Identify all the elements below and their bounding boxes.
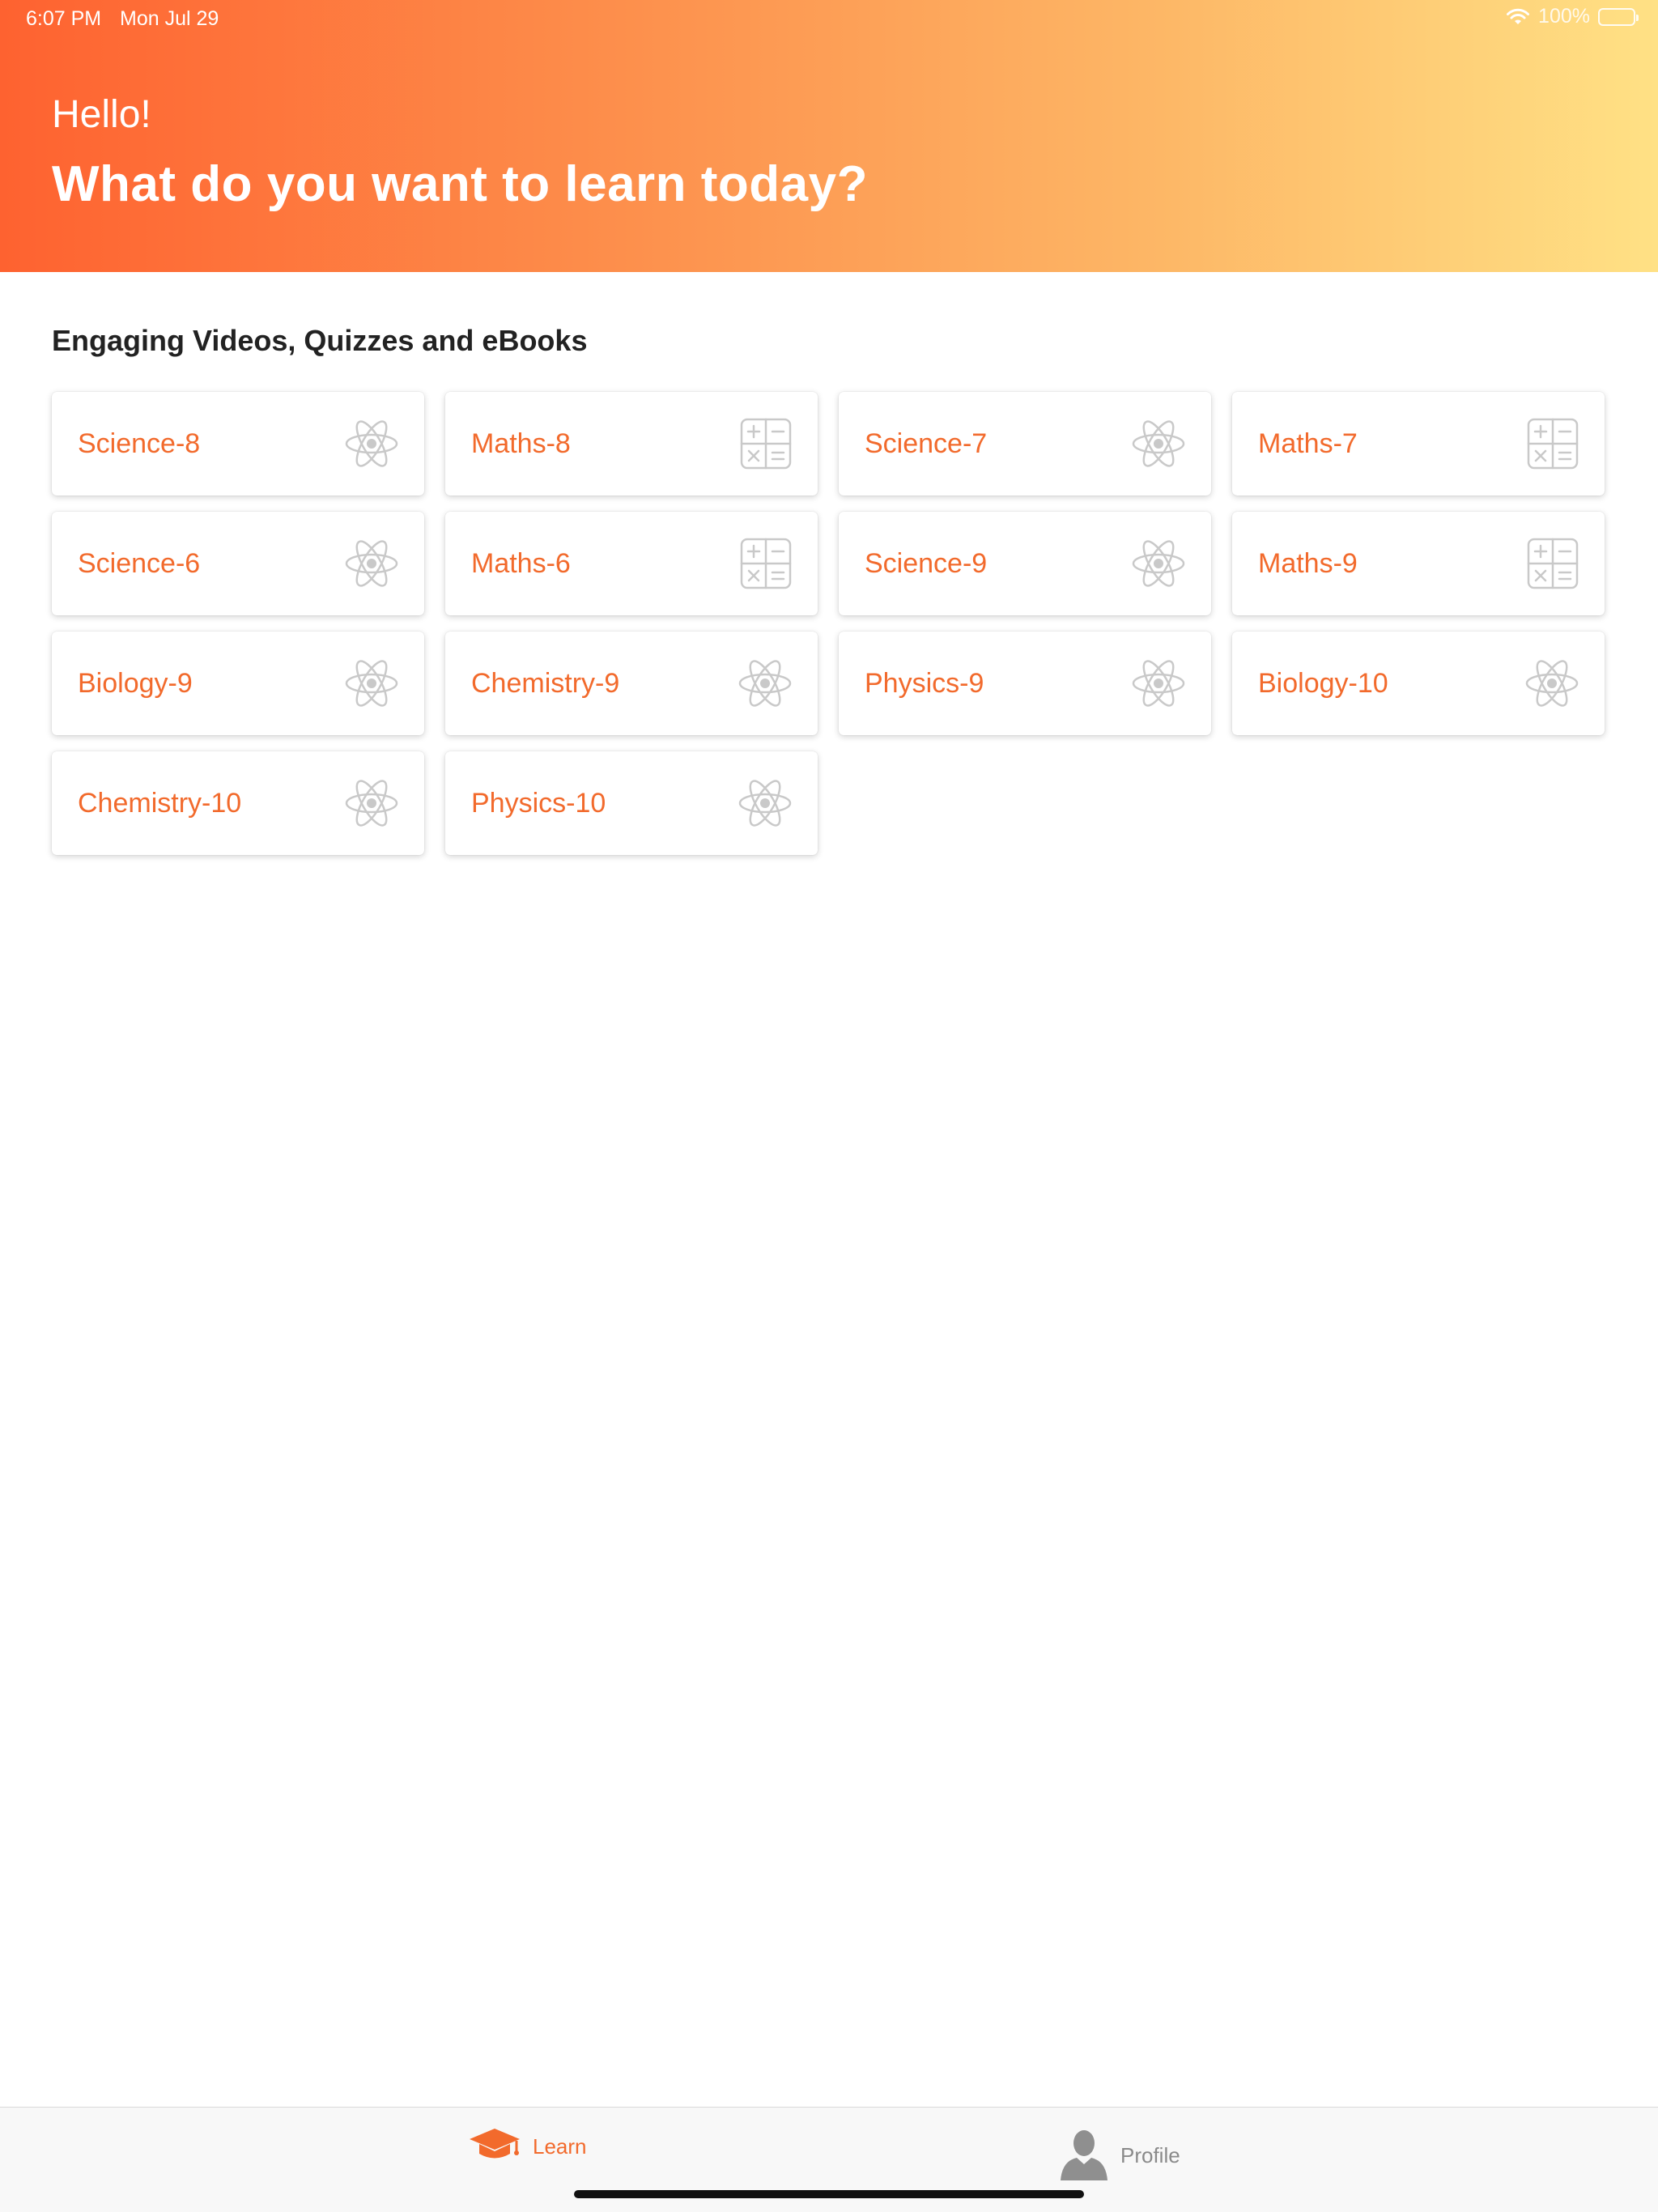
battery-icon	[1598, 8, 1635, 26]
subject-card[interactable]	[445, 632, 818, 735]
wifi-icon	[1506, 8, 1530, 26]
subject-card-label: Science-8	[78, 428, 201, 459]
subject-card[interactable]	[445, 512, 818, 615]
subject-card[interactable]	[52, 512, 424, 615]
subject-card-label: Chemistry-9	[471, 667, 620, 699]
subject-card[interactable]	[839, 632, 1211, 735]
header-banner	[0, 0, 1658, 272]
tab-learn[interactable]	[468, 2127, 587, 2167]
atom-icon	[1132, 655, 1185, 712]
atom-icon	[345, 415, 398, 472]
atom-icon	[1132, 415, 1185, 472]
calculator-icon	[1527, 538, 1579, 589]
atom-icon	[738, 655, 792, 712]
status-date: Mon Jul 29	[120, 7, 219, 30]
subject-card[interactable]	[839, 392, 1211, 496]
status-time: 6:07 PM	[26, 7, 102, 30]
subject-card[interactable]	[52, 632, 424, 735]
subject-card[interactable]	[52, 392, 424, 496]
section-title: Engaging Videos, Quizzes and eBooks	[52, 324, 588, 357]
battery-percentage: 100%	[1538, 5, 1590, 28]
subject-card-label: Science-9	[865, 547, 988, 579]
tab-profile[interactable]	[1059, 2127, 1180, 2184]
subject-card-label: Biology-9	[78, 667, 193, 699]
atom-icon	[345, 775, 398, 832]
atom-icon	[738, 775, 792, 832]
subject-card-label: Chemistry-10	[78, 787, 242, 819]
subject-card-label: Science-7	[865, 428, 988, 459]
subject-card[interactable]	[1232, 632, 1605, 735]
subject-card[interactable]	[445, 392, 818, 496]
subject-card-label: Maths-6	[471, 547, 571, 579]
subject-card[interactable]	[1232, 512, 1605, 615]
subject-card[interactable]	[839, 512, 1211, 615]
atom-icon	[1525, 655, 1579, 712]
calculator-icon	[1527, 418, 1579, 470]
tab-profile-label: Profile	[1120, 2143, 1180, 2167]
subject-card-label: Physics-10	[471, 787, 606, 819]
tab-learn-label: Learn	[533, 2134, 587, 2159]
status-indicators	[1506, 5, 1635, 28]
atom-icon	[1132, 535, 1185, 592]
home-indicator[interactable]	[574, 2190, 1084, 2198]
subject-grid	[52, 392, 1606, 855]
subject-card[interactable]	[1232, 392, 1605, 496]
subject-card-label: Science-6	[78, 547, 201, 579]
status-bar	[0, 0, 1658, 39]
calculator-icon	[740, 538, 792, 589]
subject-card-label: Biology-10	[1258, 667, 1388, 699]
subject-card-label: Maths-8	[471, 428, 571, 459]
atom-icon	[345, 655, 398, 712]
subject-card-label: Maths-7	[1258, 428, 1358, 459]
atom-icon	[345, 535, 398, 592]
user-silhouette-icon	[1059, 2127, 1109, 2184]
greeting-text: Hello!	[52, 93, 151, 136]
calculator-icon	[740, 418, 792, 470]
page-headline: What do you want to learn today?	[52, 156, 868, 212]
subject-card-label: Physics-9	[865, 667, 984, 699]
subject-card[interactable]	[445, 751, 818, 855]
subject-card-label: Maths-9	[1258, 547, 1358, 579]
graduation-cap-icon	[468, 2127, 521, 2167]
subject-card[interactable]	[52, 751, 424, 855]
